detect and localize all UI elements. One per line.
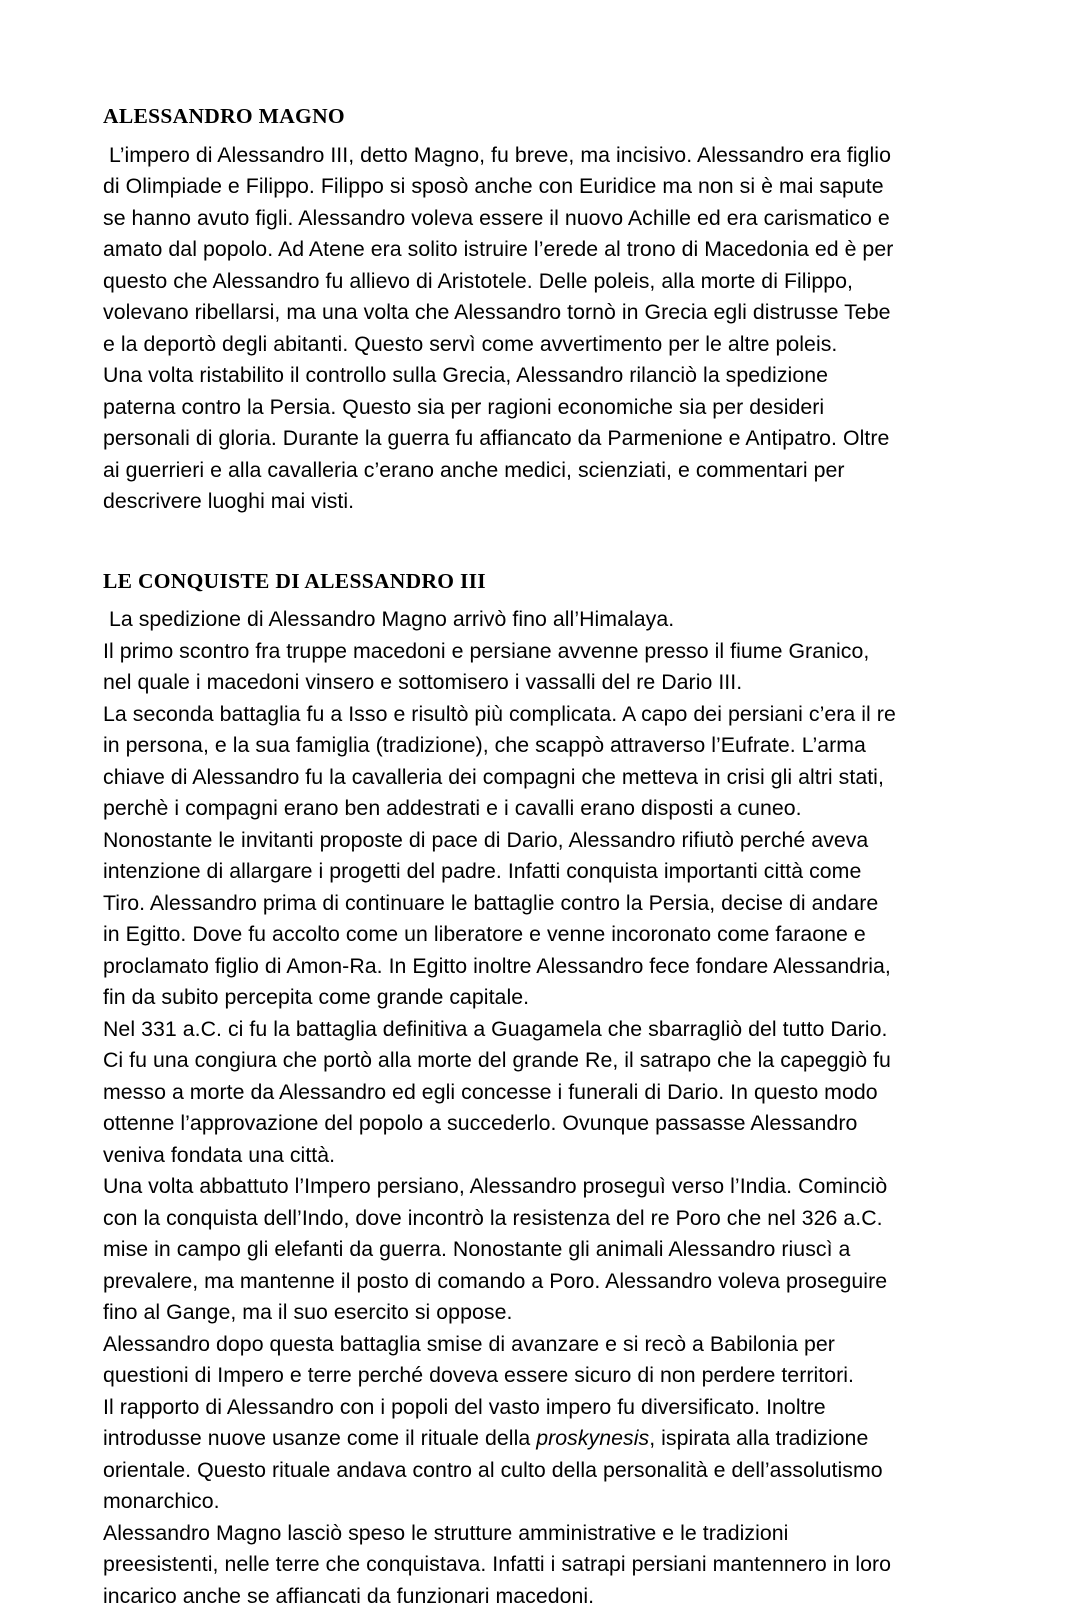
text-line: questo che Alessandro fu allievo di Aristotele. Delle poleis, alla morte di Filippo, <box>103 268 853 293</box>
text-line: Il primo scontro fra truppe macedoni e persiane avvenne presso il fiume Granico, <box>103 638 870 663</box>
text-line: introdusse nuove usanze come il rituale della proskynesis, ispirata alla tradizione <box>103 1426 869 1451</box>
text-line: Una volta abbattuto l’Impero persiano, Alessandro proseguì verso l’India. Cominciò <box>103 1174 888 1199</box>
text-line: mise in campo gli elefanti da guerra. Nonostante gli animali Alessandro riuscì a <box>103 1237 851 1262</box>
text-line: orientale. Questo rituale andava contro al culto della personalità e dell’assolutismo <box>103 1457 883 1482</box>
text-line: ai guerrieri e alla cavalleria c’erano anche medici, scienziati, e commentari per <box>103 457 845 482</box>
section-body-alessandro-magno <box>103 140 979 518</box>
text-line: chiave di Alessandro fu la cavalleria dei compagni che metteva in crisi gli altri stati, <box>103 764 884 789</box>
text-line: fin da subito percepita come grande capitale. <box>103 985 530 1010</box>
text-line: monarchico. <box>103 1489 220 1514</box>
text-line: e la deportò degli abitanti. Questo servì come avvertimento per le altre poleis. <box>103 331 838 356</box>
text-line: in persona, e la sua famiglia (tradizione), che scappò attraverso l’Eufrate. L’arma <box>103 733 866 758</box>
text-line: Tiro. Alessandro prima di continuare le battaglie contro la Persia, decise di andare <box>103 890 879 915</box>
text-line: L’impero di Alessandro III, detto Magno, fu breve, ma incisivo. Alessandro era figlio <box>103 142 891 167</box>
text-line: perchè i compagni erano ben addestrati e i cavalli erano disposti a cuneo. <box>103 796 802 821</box>
text-line: Ci fu una congiura che portò alla morte del grande Re, il satrapo che la capeggiò fu <box>103 1048 891 1073</box>
text-line: in Egitto. Dove fu accolto come un liberatore e venne incoronato come faraone e <box>103 922 866 947</box>
document-content <box>103 103 979 1612</box>
text-line: fino al Gange, ma il suo esercito si oppose. <box>103 1300 513 1325</box>
text-line: prevalere, ma mantenne il posto di comando a Poro. Alessandro voleva proseguire <box>103 1268 888 1293</box>
text-line: amato dal popolo. Ad Atene era solito istruire l’erede al trono di Macedonia ed è per <box>103 237 894 262</box>
text-line: veniva fondata una città. <box>103 1142 336 1167</box>
text-line: incarico anche se affiancati da funzionari macedoni. <box>103 1583 595 1608</box>
text-line: questioni di Impero e terre perché doveva essere sicuro di non perdere territori. <box>103 1363 855 1388</box>
text-line: con la conquista dell’Indo, dove incontrò la resistenza del re Poro che nel 326 a.C. <box>103 1205 883 1230</box>
text-line: Una volta ristabilito il controllo sulla Grecia, Alessandro rilanciò la spedizione <box>103 363 829 388</box>
section-heading-alessandro-magno: ALESSANDRO MAGNO <box>103 104 345 128</box>
text-line: personali di gloria. Durante la guerra fu affiancato da Parmenione e Antipatro. Oltre <box>103 426 890 451</box>
italic-term: proskynesis <box>536 1426 650 1451</box>
text-line: Alessandro Magno lasciò speso le strutture amministrative e le tradizioni <box>103 1520 789 1545</box>
section-body-le-conquiste-di-alessandro-iii <box>103 604 979 1612</box>
text-line: intenzione di allargare i progetti del padre. Infatti conquista importanti città come <box>103 859 862 884</box>
text-line: Alessandro dopo questa battaglia smise di avanzare e si recò a Babilonia per <box>103 1331 835 1356</box>
text-line: se hanno avuto figli. Alessandro voleva essere il nuovo Achille ed era carismatico e <box>103 205 890 230</box>
text-line: proclamato figlio di Amon-Ra. In Egitto inoltre Alessandro fece fondare Alessandria, <box>103 953 891 978</box>
text-line: preesistenti, nelle terre che conquistava. Infatti i satrapi persiani mantennero in loro <box>103 1552 892 1577</box>
text-line: Nonostante le invitanti proposte di pace di Dario, Alessandro rifiutò perché aveva <box>103 827 869 852</box>
text-line: La spedizione di Alessandro Magno arrivò fino all’Himalaya. <box>103 607 675 632</box>
text-line: messo a morte da Alessandro ed egli concesse i funerali di Dario. In questo modo <box>103 1079 878 1104</box>
text-line: di Olimpiade e Filippo. Filippo si sposò anche con Euridice ma non si è mai sapute <box>103 174 884 199</box>
text-line: nel quale i macedoni vinsero e sottomisero i vassalli del re Dario III. <box>103 670 743 695</box>
text-line: La seconda battaglia fu a Isso e risultò più complicata. A capo dei persiani c’era il re <box>103 701 896 726</box>
text-line: Nel 331 a.C. ci fu la battaglia definitiva a Guagamela che sbarragliò del tutto Dario. <box>103 1016 888 1041</box>
text-line: ottenne l’approvazione del popolo a succederlo. Ovunque passasse Alessandro <box>103 1111 858 1136</box>
text-line: Il rapporto di Alessandro con i popoli del vasto impero fu diversificato. Inoltre <box>103 1394 826 1419</box>
text-line: descrivere luoghi mai visti. <box>103 489 355 514</box>
section-heading-le-conquiste-di-alessandro-iii: LE CONQUISTE DI ALESSANDRO III <box>103 568 486 593</box>
text-line: volevano ribellarsi, ma una volta che Alessandro tornò in Grecia egli distrusse Tebe <box>103 300 891 325</box>
text-line: paterna contro la Persia. Questo sia per ragioni economiche sia per desideri <box>103 394 825 419</box>
